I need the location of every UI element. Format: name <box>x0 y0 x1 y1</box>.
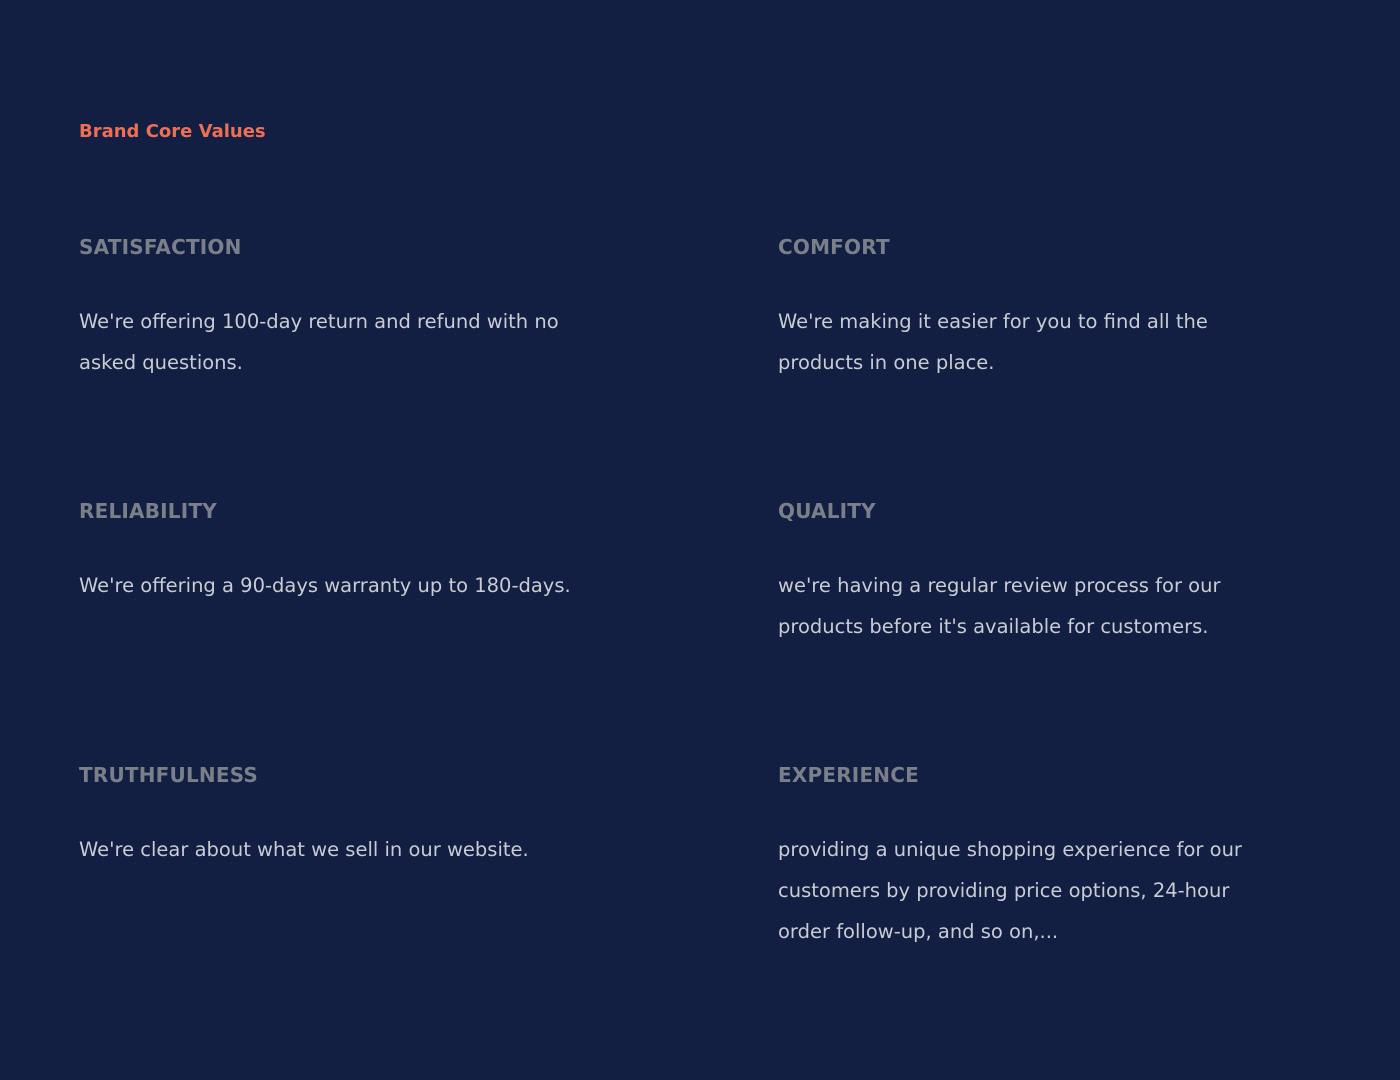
value-description: we're having a regular review process for our products before it's available for customers. <box>778 574 1221 638</box>
value-description: We're making it easier for you to find all the products in one place. <box>778 310 1208 374</box>
value-title: SATISFACTION <box>79 235 242 259</box>
value-item-experience <box>778 762 1318 952</box>
value-title: TRUTHFULNESS <box>79 763 259 787</box>
value-title: COMFORT <box>778 235 890 259</box>
value-item-reliability <box>79 498 619 606</box>
value-description: We're clear about what we sell in our website. <box>79 838 529 861</box>
value-description: We're offering 100-day return and refund with no asked questions. <box>79 310 559 374</box>
value-item-quality <box>778 498 1318 647</box>
value-title: RELIABILITY <box>79 499 217 523</box>
value-item-comfort <box>778 234 1318 383</box>
value-item-truthfulness <box>79 762 619 870</box>
value-item-satisfaction <box>79 234 619 383</box>
section-label: Brand Core Values <box>79 121 266 142</box>
value-description: providing a unique shopping experience for our customers by providing price options, 24-hour order follow-up, and so on,... <box>778 838 1242 943</box>
value-title: EXPERIENCE <box>778 763 919 787</box>
value-title: QUALITY <box>778 499 876 523</box>
value-description: We're offering a 90-days warranty up to 180-days. <box>79 574 571 597</box>
